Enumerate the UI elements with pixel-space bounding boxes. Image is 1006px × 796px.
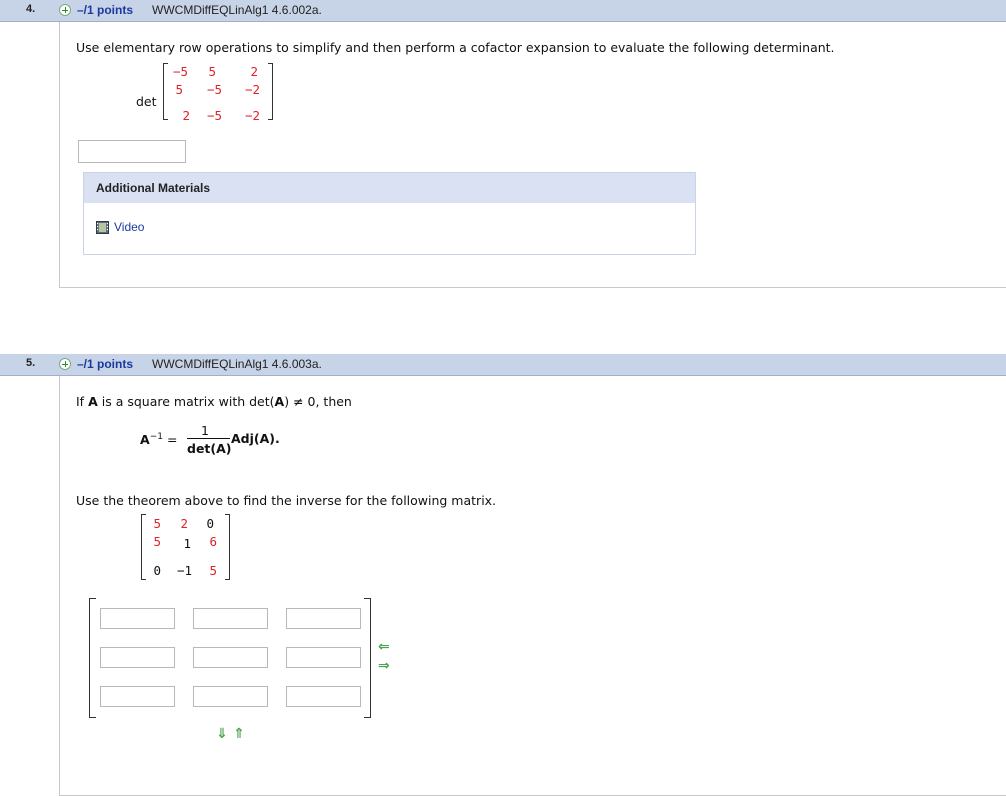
matrix-cell: −2 <box>244 108 260 123</box>
matrix-right-bracket <box>268 63 273 120</box>
formula-equals: = <box>166 432 178 448</box>
additional-materials-panel <box>83 172 696 255</box>
matrix-symbol: A <box>88 394 98 409</box>
intro-det: det( <box>249 394 275 409</box>
answer-cell-r3c2[interactable] <box>193 686 268 707</box>
arrow-up-icon[interactable]: ⇑ <box>233 726 245 742</box>
matrix-cell: 5 <box>153 516 161 531</box>
formula-A: A <box>140 432 150 448</box>
instruction: Use the theorem above to find the inverse for the following matrix. <box>76 493 497 508</box>
question-number: 5. <box>26 357 36 369</box>
matrix-symbol: A <box>274 394 285 409</box>
determinant-answer-input[interactable] <box>78 140 186 163</box>
theorem-intro <box>76 394 352 409</box>
det-label: det <box>136 94 157 109</box>
question-5-body <box>59 376 1006 796</box>
additional-materials-title: Additional Materials <box>96 181 211 195</box>
matrix-cell: 2 <box>180 516 188 531</box>
matrix-cell: 5 <box>175 82 183 97</box>
matrix-cell: −5 <box>206 108 222 123</box>
matrix-cell: 0 <box>206 516 214 531</box>
answer-cell-r2c1[interactable] <box>100 647 175 668</box>
formula-exponent: −1 <box>149 432 163 442</box>
plus-circle-icon[interactable] <box>59 4 71 16</box>
fraction-bar <box>187 438 230 439</box>
matrix-cell: 2 <box>182 108 190 123</box>
question-id: WWCMDiffEQLinAlg1 4.6.003a. <box>152 357 322 371</box>
answer-cell-r1c2[interactable] <box>193 608 268 629</box>
plus-circle-icon[interactable] <box>59 358 71 370</box>
matrix-cell: 5 <box>209 563 217 578</box>
matrix-cell: 0 <box>153 563 161 578</box>
matrix-cell: −5 <box>206 82 222 97</box>
intro-if: If <box>76 394 85 409</box>
film-icon[interactable] <box>96 221 109 234</box>
answer-right-bracket <box>364 598 371 718</box>
matrix-cell: 5 <box>153 534 161 549</box>
answer-cell-r2c2[interactable] <box>193 647 268 668</box>
formula-rhs: Adj(A). <box>231 431 280 446</box>
answer-cell-r3c1[interactable] <box>100 686 175 707</box>
matrix-cell: 2 <box>250 64 258 79</box>
arrow-down-icon[interactable]: ⇓ <box>216 726 228 742</box>
formula-denominator: det(A) <box>187 441 232 456</box>
formula-numerator: 1 <box>201 423 209 438</box>
matrix-cell: −5 <box>172 64 188 79</box>
answer-left-bracket <box>89 598 96 718</box>
question-prompt: Use elementary row operations to simplify and then perform a cofactor expansion to evaluate the following determinant. <box>76 40 835 55</box>
answer-cell-r1c3[interactable] <box>286 608 361 629</box>
question-number: 4. <box>26 3 36 15</box>
intro-det-close: ) ≠ 0, then <box>284 394 352 409</box>
matrix-cell: 6 <box>209 534 217 549</box>
intro-rest: is a square matrix with <box>101 394 246 409</box>
video-link[interactable]: Video <box>114 220 145 234</box>
matrix-cell: 5 <box>208 64 216 79</box>
question-4-header <box>0 0 1006 22</box>
answer-cell-r1c1[interactable] <box>100 608 175 629</box>
matrix-cell: −1 <box>176 563 192 578</box>
matrix-cell: −2 <box>244 82 260 97</box>
matrix-cell: 1 <box>183 536 191 551</box>
matrix-right-bracket <box>225 514 230 580</box>
question-5-header <box>0 354 1006 376</box>
answer-cell-r2c3[interactable] <box>286 647 361 668</box>
points-label[interactable]: –/1 points <box>77 357 134 371</box>
answer-cell-r3c3[interactable] <box>286 686 361 707</box>
arrow-right-icon[interactable]: ⇒ <box>378 658 390 674</box>
question-id: WWCMDiffEQLinAlg1 4.6.002a. <box>152 3 322 17</box>
additional-materials-header <box>84 173 695 203</box>
arrow-left-icon[interactable]: ⇐ <box>378 639 390 655</box>
formula-lhs <box>140 432 177 447</box>
points-label[interactable]: –/1 points <box>77 3 134 17</box>
